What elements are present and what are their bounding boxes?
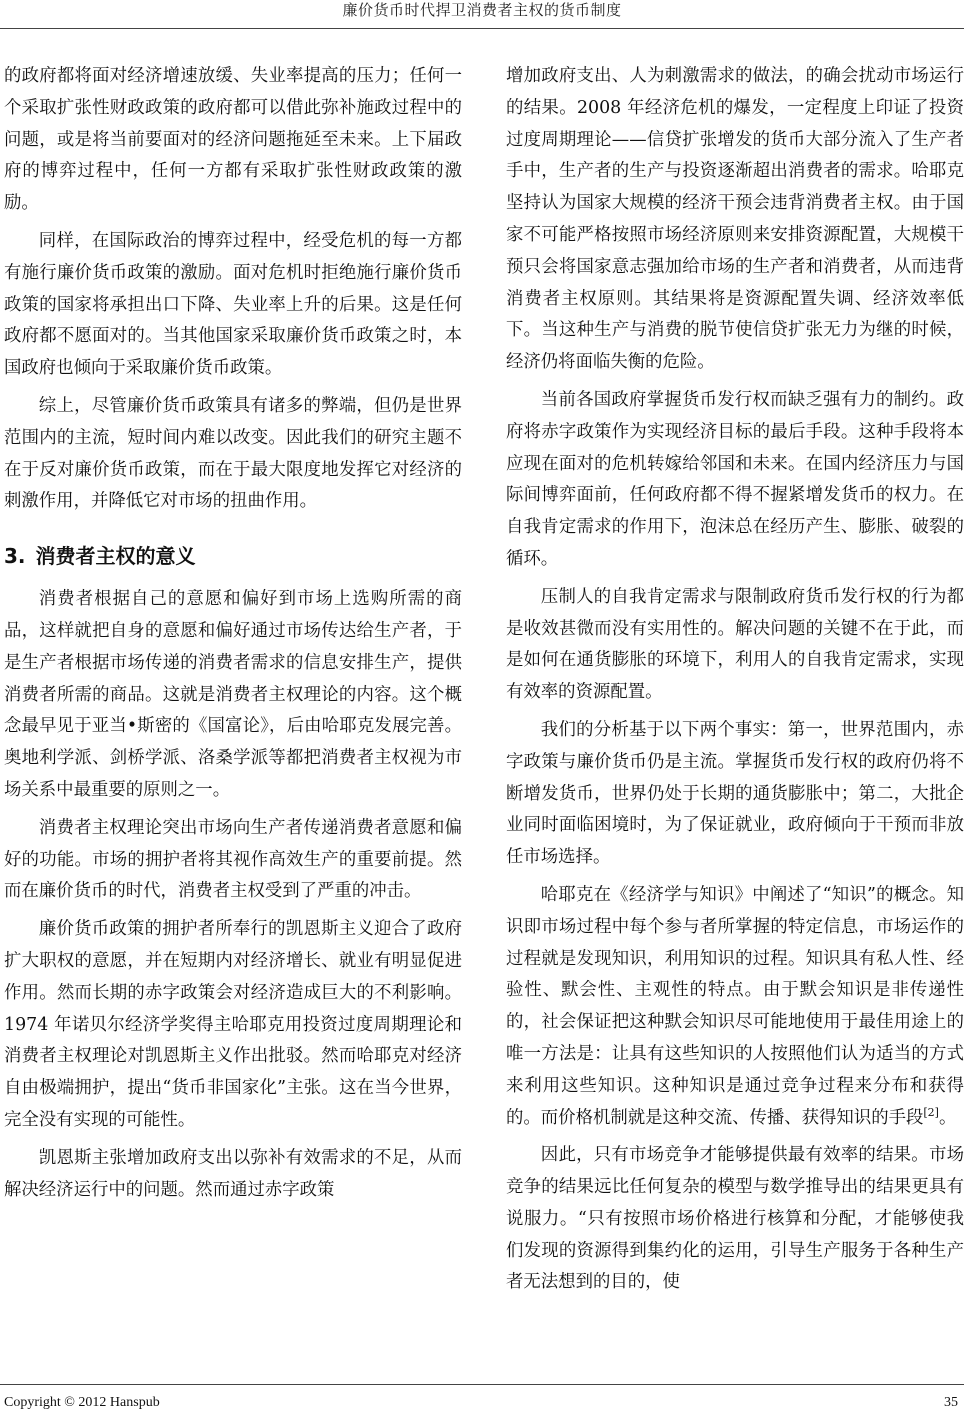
paragraph: 消费者主权理论突出市场向生产者传递消费者意愿和偏好的功能。市场的拥护者将其视作高效生产的重要前提。然而在廉价货币的时代，消费者主权受到了严重的冲击。	[4, 817, 462, 902]
section-number: 3.	[4, 544, 26, 569]
paragraph: 的政府都将面对经济增速放缓、失业率提高的压力；任何一个采取扩张性财政政策的政府都可以借此弥补施政过程中的问题，或是将当前要面对的经济问题拖延至未来。上下届政府的博弈过程中，任何一方都有采取扩张性财政政策的激励。	[4, 66, 462, 214]
section-heading	[4, 542, 462, 570]
paragraph: 增加政府支出、人为刺激需求的做法，的确会扰动市场运行的结果。2008 年经济危机的爆发，一定程度上印证了投资过度周期理论——信贷扩张增发的货币大部分流入了生产者手中，生产者的生产与投资逐渐超出消费者的需求。哈耶克坚持认为国家大规模的经济干预会违背消费者主权。由于国家不可能严格按照市场经济原则来安排资源配置，大规模干预只会将国家意志强加给市场的生产者和消费者，从而违背消费者主权原则。其结果将是资源配置失调、经济效率低下。当这种生产与消费的脱节使信贷扩张无力为继的时候，经济仍将面临失衡的危险。	[506, 66, 964, 373]
paragraph-text: 哈耶克在《经济学与知识》中阐述了“知识”的概念。知识即市场过程中每个参与者所掌握的特定信息，市场运作的过程就是发现知识，利用知识的过程。知识具有私人性、经验性、默会性、主观性的特点。由于默会知识是非传递性的，社会保证把这种默会知识尽可能地使用于最佳用途上的唯一方法是：让具有这些知识的人按照他们认为适当的方式来利用这些知识。这种知识是通过竞争过程来分布和获得的。而价格机制就是这种交流、传播、获得知识的手段	[506, 884, 964, 1128]
section-title: 消费者主权的意义	[35, 544, 196, 569]
right-column	[506, 61, 964, 1299]
paragraph: 廉价货币政策的拥护者所奉行的凯恩斯主义迎合了政府扩大职权的意愿，并在短期内对经济增长、就业有明显促进作用。然而长期的赤字政策会对经济造成巨大的不利影响。1974 年诺贝尔经济学奖得主哈耶克用投资过度周期理论和消费者主权理论对凯恩斯主义作出批驳。然而哈耶克对经济自由极端拥护，提出“货币非国家化”主张。这在当今世界，完全没有实现的可能性。	[4, 919, 462, 1130]
paragraph: 综上，尽管廉价货币政策具有诸多的弊端，但仍是世界范围内的主流，短时间内难以改变。因此我们的研究主题不在于反对廉价货币政策，而在于最大限度地发挥它对经济的刺激作用，并降低它对市场的扭曲作用。	[4, 395, 462, 512]
running-header: 廉价货币时代捍卫消费者主权的货币制度	[342, 1, 622, 19]
paragraph	[506, 880, 964, 1134]
paragraph: 同样，在国际政治的博弈过程中，经受危机的每一方都有施行廉价货币政策的激励。面对危机时拒绝施行廉价货币政策的国家将承担出口下降、失业率上升的后果。这是任何政府都不愿面对的。当其他国家采取廉价货币政策之时，本国政府也倾向于采取廉价货币政策。	[4, 230, 462, 379]
paragraph: 我们的分析基于以下两个事实：第一，世界范围内，赤字政策与廉价货币仍是主流。掌握货币发行权的政府仍将不断增发货币，世界仍处于长期的通货膨胀中；第二，大批企业同时面临困境时，为了保证就业，政府倾向于干预而非放任市场选择。	[506, 719, 964, 868]
paragraph-end: 。	[938, 1107, 957, 1128]
copyright: Copyright © 2012 Hanspub	[4, 1395, 160, 1410]
header-rule	[0, 28, 964, 29]
paragraph: 因此，只有市场竞争才能够提供最有效率的结果。市场竞争的结果远比任何复杂的模型与数学推导出的结果更具有说服力。“只有按照市场价格进行核算和分配，才能够使我们发现的资源得到集约化的运用，引导生产服务于各种生产者无法想到的目的，使	[506, 1145, 964, 1293]
left-column	[4, 61, 462, 1206]
paragraph: 当前各国政府掌握货币发行权而缺乏强有力的制约。政府将赤字政策作为实现经济目标的最后手段。这种手段将本应现在面对的危机转嫁给邻国和未来。在国内经济压力与国际间博弈面前，任何政府都不得不握紧增发货币的权力。在自我肯定需求的作用下，泡沫总在经历产生、膨胀、破裂的循环。	[506, 389, 964, 569]
citation-reference: [2]	[923, 1105, 939, 1119]
paragraph: 凯恩斯主张增加政府支出以弥补有效需求的不足，从而解决经济运行中的问题。然而通过赤字政策	[4, 1147, 462, 1200]
footer-rule	[0, 1384, 964, 1385]
page-number: 35	[944, 1395, 958, 1410]
paragraph: 压制人的自我肯定需求与限制政府货币发行权的行为都是收效甚微而没有实用性的。解决问题的关键不在于此，而是如何在通货膨胀的环境下，利用人的自我肯定需求，实现有效率的资源配置。	[506, 586, 964, 703]
paragraph: 消费者根据自己的意愿和偏好到市场上选购所需的商品，这样就把自身的意愿和偏好通过市场传达给生产者，于是生产者根据市场传递的消费者需求的信息安排生产，提供消费者所需的商品。这就是消费者主权理论的内容。这个概念最早见于亚当•斯密的《国富论》，后由哈耶克发展完善。奥地利学派、剑桥学派、洛桑学派等都把消费者主权视为市场关系中最重要的原则之一。	[4, 589, 462, 800]
